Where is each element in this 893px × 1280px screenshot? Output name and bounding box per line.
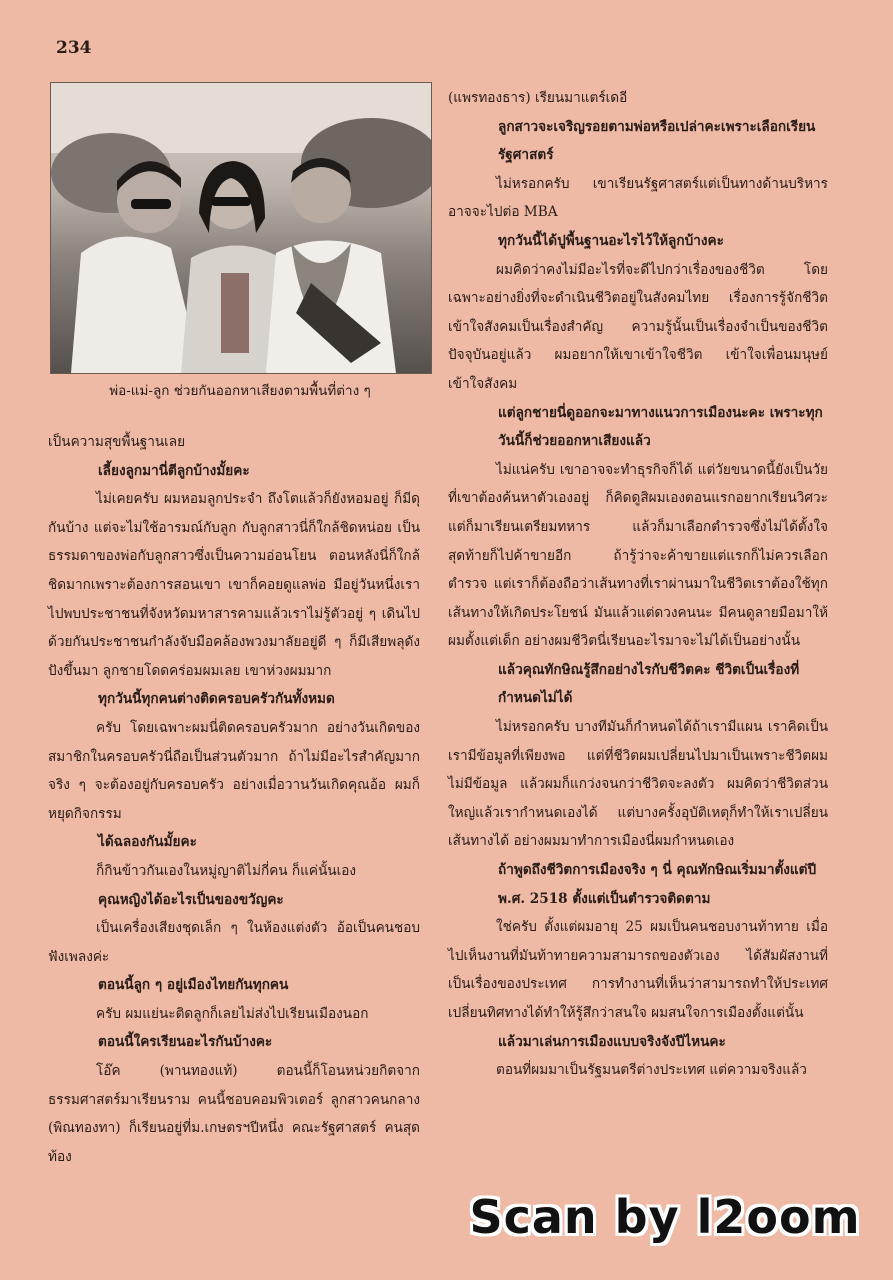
body-paragraph: ไม่หรอกครับ บางทีมันก็กำหนดได้ถ้าเรามีแผน เราคิดเป็น เรามีข้อมูลที่เพียงพอ แต่ที่ชีวิตผมเปลี่ยนไปมาเป็นเพราะชีวิตผมไม่มีข้อมูล แล้วผมก็แกว่งจนกว่าชีวิตจะลงตัว ผมคิดว่าชีวิตส่วนใหญ่แล้วเรากำหนดเองได้ แต่บางครั้งอุบัติเหตุก็ทำให้เราเปลี่ยนเส้นทางได้ อย่างผมมาทำการเมืองนี่ผมกำหนดเอง (448, 719, 828, 850)
interview-question: ทุกวันนี้ทุกคนต่างติดครอบครัวกันทั้งหมด (98, 691, 335, 708)
interview-question: ถ้าพูดถึงชีวิตการเมืองจริง ๆ นี่ คุณทักษิณเริ่มมาตั้งแต่ปี พ.ศ. 2518 ตั้งแต่เป็นตำรวจติดตาม (498, 862, 817, 907)
interview-question: แล้วมาเล่นการเมืองแบบจริงจังปีไหนคะ (498, 1033, 726, 1050)
interview-question: แต่ลูกชายนี่ดูออกจะมาทางแนวการเมืองนะคะ เพราะทุกวันนี้ก็ช่วยออกหาเสียงแล้ว (498, 404, 823, 450)
interview-question: ทุกวันนี้ได้ปูพื้นฐานอะไรไว้ให้ลูกบ้างคะ (498, 232, 724, 249)
body-paragraph: ใช่ครับ ตั้งแต่ผมอายุ 25 ผมเป็นคนชอบงานท้าทาย เมื่อไปเห็นงานที่มันท้าทายความสามารถของตัวเอง ได้สัมผัสงานที่เป็นเรื่องของประเทศ การทำงานที่เห็นว่าสามารถทำให้ประเทศเปลี่ยนทิศทางได้ทำให้รู้สึกว่าสนใจ ผมสนใจการเมืองตั้งแต่นั้น (448, 919, 828, 1021)
interview-question: คุณหญิงได้อะไรเป็นของขวัญคะ (98, 891, 284, 908)
scan-watermark: Scan by l2oom (469, 1190, 861, 1244)
body-paragraph: ก็กินข้าวกันเองในหมู่ญาติไม่กี่คน ก็แค่นั้นเอง (96, 862, 357, 879)
body-paragraph: โอ๊ค (พานทองแท้) ตอนนี้ก็โอนหน่วยกิตจากธรรมศาสตร์มาเรียนราม คนนี้ชอบคอมพิวเตอร์ ลูกสาวคนกลาง (พิณทองทา) ก็เรียนอยู่ที่ม.เกษตรฯปีหนึ่ง คณะรัฐศาสตร์ คนสุดท้อง (48, 1063, 420, 1165)
left-column (48, 428, 420, 1171)
interview-question: ได้ฉลองกันมั้ยคะ (98, 834, 197, 851)
body-paragraph: (แพรทองธาร) เรียนมาแตร์เดอี (448, 90, 628, 106)
interview-question: แล้วคุณทักษิณรู้สึกอย่างไรกับชีวิตคะ ชีวิตเป็นเรื่องที่กำหนดไม่ได้ (498, 661, 800, 707)
photo-caption: พ่อ-แม่-ลูก ช่วยกันออกหาเสียงตามพื้นที่ต่าง ๆ (109, 383, 371, 399)
body-paragraph: ไม่เคยครับ ผมหอมลูกประจำ ถึงโตแล้วก็ยังหอมอยู่ ก็มีดุกันบ้าง แต่จะไม่ใช้อารมณ์กับลูก กับลูกสาวนี่ก็ใกล้ชิดหน่อย เป็นธรรมดาของพ่อกับลูกสาวซึ่งเป็นความอ่อนโยน ตอนหลังนี่ก็ใกล้ชิดมากเพราะต้องการสอนเขา เขาก็คอยดูแลพ่อ มีอยู่วันหนึ่งเราไปพบประชาชนที่จังหวัดมหาสารคามแล้วเราไม่รู้ตัวอยู่ ๆ เดินไปด้วยกันประชาชนกำลังจับมือคล้องพวงมาลัยอยู่ดี ๆ ก็มีเสียพลุดังปังขึ้นมา ลูกชายโดดคร่อมผมเลย เขาห่วงผมมาก (48, 491, 420, 679)
body-paragraph: ไม่หรอกครับ เขาเรียนรัฐศาสตร์แต่เป็นทางด้านบริหาร อาจจะไปต่อ MBA (448, 175, 828, 221)
interview-question: เลี้ยงลูกมานี่ตีลูกบ้างมั้ยคะ (98, 462, 250, 479)
body-paragraph: ครับ โดยเฉพาะผมนี่ติดครอบครัวมาก อย่างวันเกิดของสมาชิกในครอบครัวนี่ถือเป็นส่วนตัวมาก ถ้าไม่มีอะไรสำคัญมากจริง ๆ จะต้องอยู่กับครอบครัว อย่างเมื่อวานวันเกิดคุณอ้อ ผมก็หยุดกิจกรรม (48, 719, 420, 822)
photo-illustration (51, 83, 431, 373)
body-paragraph: ไม่แน่ครับ เขาอาจจะทำธุรกิจก็ได้ แต่วัยขนาดนี้ยังเป็นวัยที่เขาต้องค้นหาตัวเองอยู่ ก็คิดดูสิผมเองตอนแรกอยากเรียนวิศวะ แต่ก็มาเรียนเตรียมทหาร แล้วก็มาเลือกตำรวจซึ่งไม่ได้ตั้งใจ สุดท้ายก็ไปค้าขายอีก ถ้ารู้ว่าจะค้าขายแต่แรกก็ไม่ควรเลือกตำรวจ แต่เราก็ต้องถือว่าเส้นทางที่เราผ่านมาในชีวิตเราต้องใช้ทุกเส้นทางให้เกิดประโยชน์ มันแล้วแต่ดวงคนนะ มีคนดูลายมือมาให้ผมตั้งแต่เด็ก อย่างผมชีวิตนี่เรียนอะไรมาจะไม่ได้เป็นอย่างนั้น (448, 461, 828, 650)
body-paragraph: ครับ ผมแย่นะติดลูกก็เลยไม่ส่งไปเรียนเมืองนอก (96, 1005, 369, 1022)
interview-question: ลูกสาวจะเจริญรอยตามพ่อหรือเปล่าคะเพราะเลือกเรียนรัฐศาสตร์ (498, 118, 816, 164)
body-paragraph: ตอนที่ผมมาเป็นรัฐมนตรีต่างประเทศ แต่ความจริงแล้ว (496, 1062, 807, 1079)
body-paragraph: เป็นความสุขพื้นฐานเลย (48, 434, 186, 450)
interview-question: ตอนนี้ใครเรียนอะไรกันบ้างคะ (98, 1034, 273, 1051)
right-column (448, 84, 828, 1085)
body-paragraph: ผมคิดว่าคงไม่มีอะไรที่จะดีไปกว่าเรื่องของชีวิต โดยเฉพาะอย่างยิ่งที่จะดำเนินชีวิตอยู่ในสังคมไทย เรื่องการรู้จักชีวิต เข้าใจสังคมเป็นเรื่องสำคัญ ความรู้นั้นเป็นเรื่องจำเป็นของชีวิตปัจจุบันอยู่แล้ว ผมอยากให้เขาเข้าใจชีวิต เข้าใจเพื่อนมนุษย์ เข้าใจสังคม (448, 261, 828, 392)
family-photo (50, 82, 432, 374)
interview-question: ตอนนี้ลูก ๆ อยู่เมืองไทยกันทุกคน (98, 977, 289, 994)
page-number: 234 (56, 38, 92, 58)
body-paragraph: เป็นเครื่องเสียงชุดเล็ก ๆ ในห้องแต่งตัว อ้อเป็นคนชอบฟังเพลงค่ะ (48, 920, 420, 965)
